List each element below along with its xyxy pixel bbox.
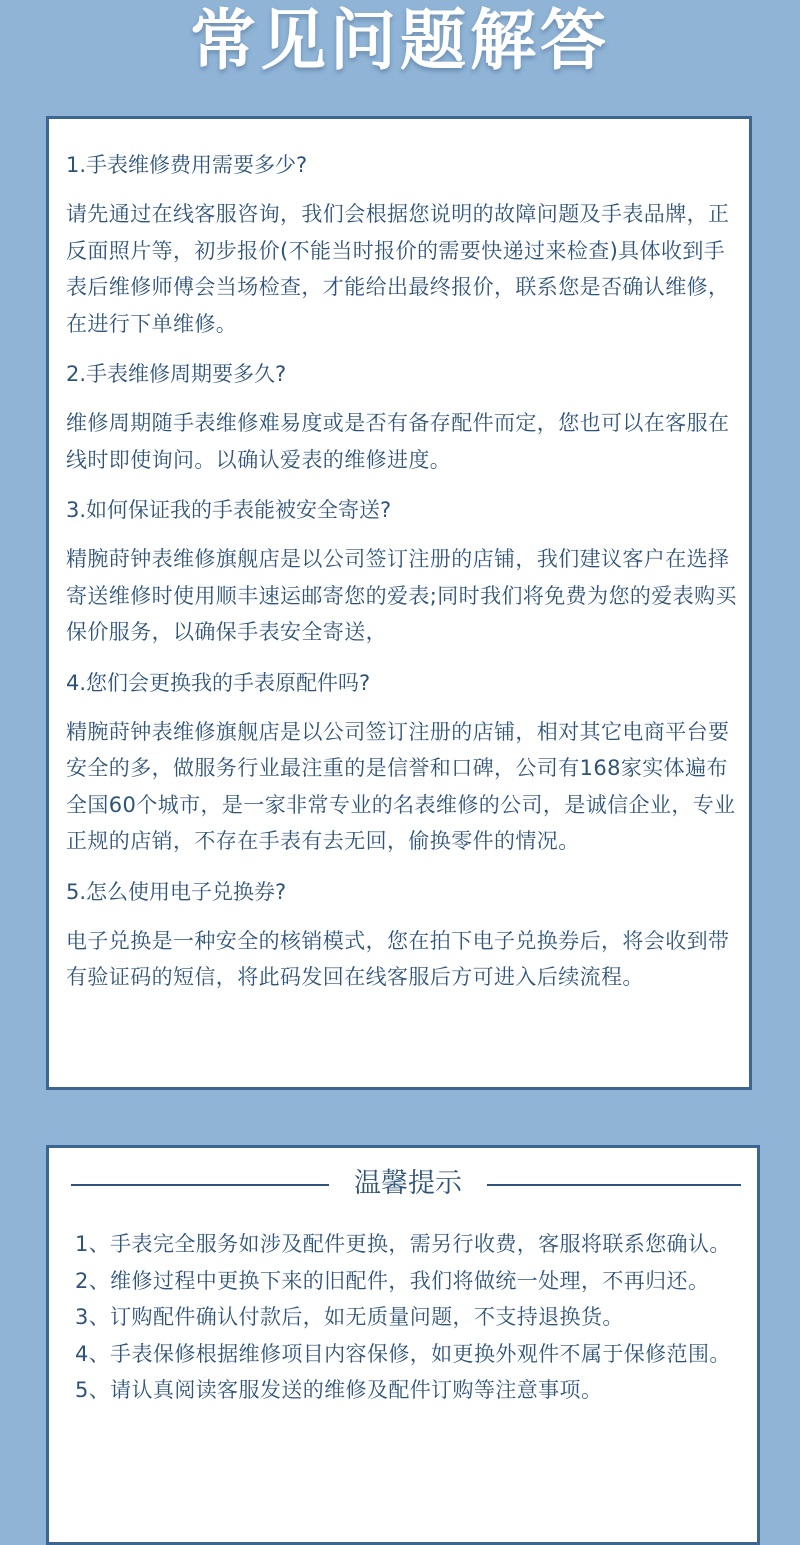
divider-line-left bbox=[71, 1184, 329, 1186]
faq-answer-1: 请先通过在线客服咨询，我们会根据您说明的故障问题及手表品牌，正反面照片等，初步报价(不能当时报价的需要快递过来检查)具体收到手表后维修师傅会当场检查，才能给出最终报价，联系您是否确认维修，在进行下单维修。 bbox=[66, 202, 730, 336]
faq-answer-5: 电子兑换是一种安全的核销模式，您在拍下电子兑换券后，将会收到带有验证码的短信，将此码发回在线客服后方可进入后续流程。 bbox=[66, 928, 730, 989]
faq-question-4: 4.您们会更换我的手表原配件吗? bbox=[66, 670, 371, 695]
tip-item-4: 4、手表保修根据维修项目内容保修，如更换外观件不属于保修范围。 bbox=[75, 1341, 731, 1366]
tip-item-5: 5、请认真阅读客服发送的维修及配件订购等注意事项。 bbox=[75, 1378, 603, 1402]
faq-question-1: 1.手表维修费用需要多少? bbox=[66, 153, 308, 177]
faq-card bbox=[46, 116, 752, 1090]
tip-item-2: 2、维修过程中更换下来的旧配件，我们将做统一处理，不再归还。 bbox=[75, 1268, 710, 1293]
tips-title: 温馨提示 bbox=[354, 1168, 462, 1199]
faq-question-2: 2.手表维修周期要多久? bbox=[66, 362, 287, 386]
faq-answer-3: 精腕莳钟表维修旗舰店是以公司签订注册的店铺，我们建议客户在选择寄送维修时使用顺丰速运邮寄您的爱表;同时我们将免费为您的爱表购买保价服务，以确保手表安全寄送， bbox=[66, 547, 737, 644]
faq-answer-2: 维修周期随手表维修难易度或是否有备存配件而定，您也可以在客服在线时即使询问。以确认爱表的维修进度。 bbox=[66, 411, 730, 472]
faq-question-5: 5.怎么使用电子兑换券? bbox=[66, 879, 287, 904]
faq-answer-4: 精腕莳钟表维修旗舰店是以公司签订注册的店铺，相对其它电商平台要安全的多，做服务行业最注重的是信誉和口碑，公司有168家实体遍布全国60个城市，是一家非常专业的名表维修的公司，是诚信企业，专业正规的店销，不存在手表有去无回，偷换零件的情况。 bbox=[66, 719, 736, 853]
tip-item-1: 1、手表完全服务如涉及配件更换，需另行收费，客服将联系您确认。 bbox=[75, 1232, 731, 1256]
faq-list bbox=[66, 147, 742, 1010]
page-title: 常见问题解答 bbox=[190, 2, 610, 79]
tips-card bbox=[46, 1145, 760, 1545]
tips-list bbox=[75, 1226, 745, 1409]
tips-header bbox=[49, 1162, 757, 1206]
faq-question-3: 3.如何保证我的手表能被安全寄送? bbox=[66, 498, 392, 522]
tip-item-3: 3、订购配件确认付款后，如无质量问题，不支持退换货。 bbox=[75, 1305, 624, 1329]
divider-line-right bbox=[487, 1184, 741, 1186]
